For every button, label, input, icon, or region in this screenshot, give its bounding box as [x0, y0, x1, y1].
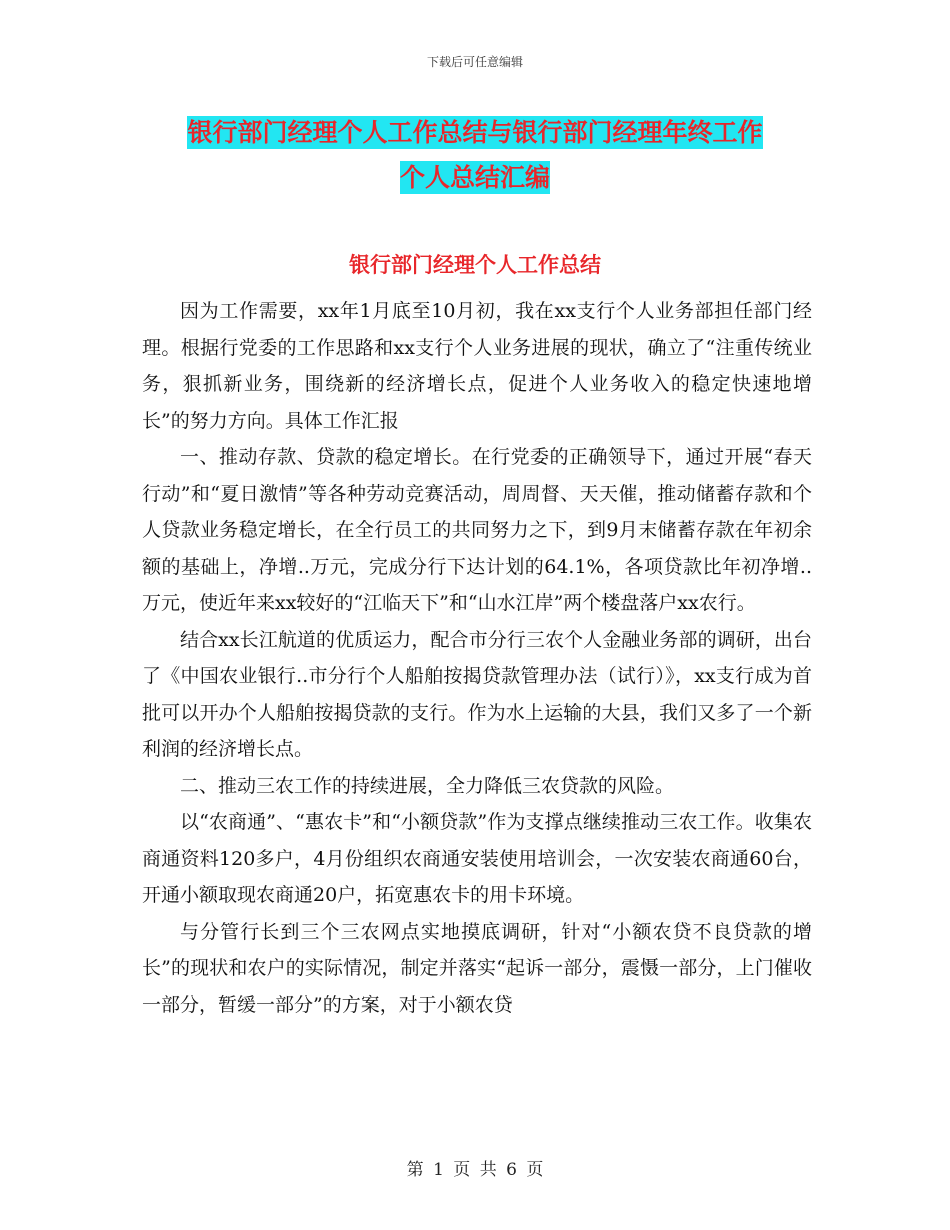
- paragraph: 结合xx长江航道的优质运力，配合市分行三农个人金融业务部的调研，出台了《中国农业银行..市分行个人船舶按揭贷款管理办法（试行）》，xx支行成为首批可以开办个人船舶按揭贷款的支行。作为水上运输的大县，我们又多了一个新利润的经济增长点。: [142, 628, 812, 760]
- body-text: [142, 293, 812, 1023]
- paragraph: 一、推动存款、贷款的稳定增长。在行党委的正确领导下，通过开展“春天行动”和“夏日激情”等各种劳动竞赛活动，周周督、天天催，推动储蓄存款和个人贷款业务稳定增长，在全行员工的共同努力之下，到9月末储蓄存款在年初余额的基础上，净增..万元，完成分行下达计划的64.1%，各项贷款比年初净增..万元，使近年来xx较好的“江临天下”和“山水江岸”两个楼盘落户xx农行。: [142, 446, 812, 614]
- page-footer: 第 1 页 共 6 页: [406, 1160, 544, 1180]
- section-title: 银行部门经理个人工作总结: [349, 253, 601, 277]
- document-title: [0, 110, 950, 200]
- paragraph: 以“农商通”、“惠农卡”和“小额贷款”作为支撑点继续推动三农工作。收集农商通资料120多户，4月份组织农商通安装使用培训会，一次安装农商通60台，开通小额取现农商通20户，拓宽惠农卡的用卡环境。: [142, 811, 812, 906]
- document-title-line-1: 银行部门经理个人工作总结与银行部门经理年终工作: [187, 118, 763, 147]
- paragraph: 与分管行长到三个三农网点实地摸底调研，针对“小额农贷不良贷款的增长”的现状和农户的实际情况，制定并落实“起诉一部分，震慑一部分，上门催收一部分，暂缓一部分”的方案，对于小额农贷: [142, 920, 812, 1016]
- paragraph: 二、推动三农工作的持续进展，全力降低三农贷款的风险。: [180, 774, 675, 797]
- paragraph: 因为工作需要，xx年1月底至10月初，我在xx支行个人业务部担任部门经理。根据行党委的工作思路和xx支行个人业务进展的现状，确立了“注重传统业务，狠抓新业务，围绕新的经济增长点，促进个人业务收入的稳定快速地增长”的努力方向。具体工作汇报: [142, 300, 812, 432]
- document-title-line-2: 个人总结汇编: [399, 163, 550, 192]
- header-note: 下载后可任意编辑: [426, 55, 523, 69]
